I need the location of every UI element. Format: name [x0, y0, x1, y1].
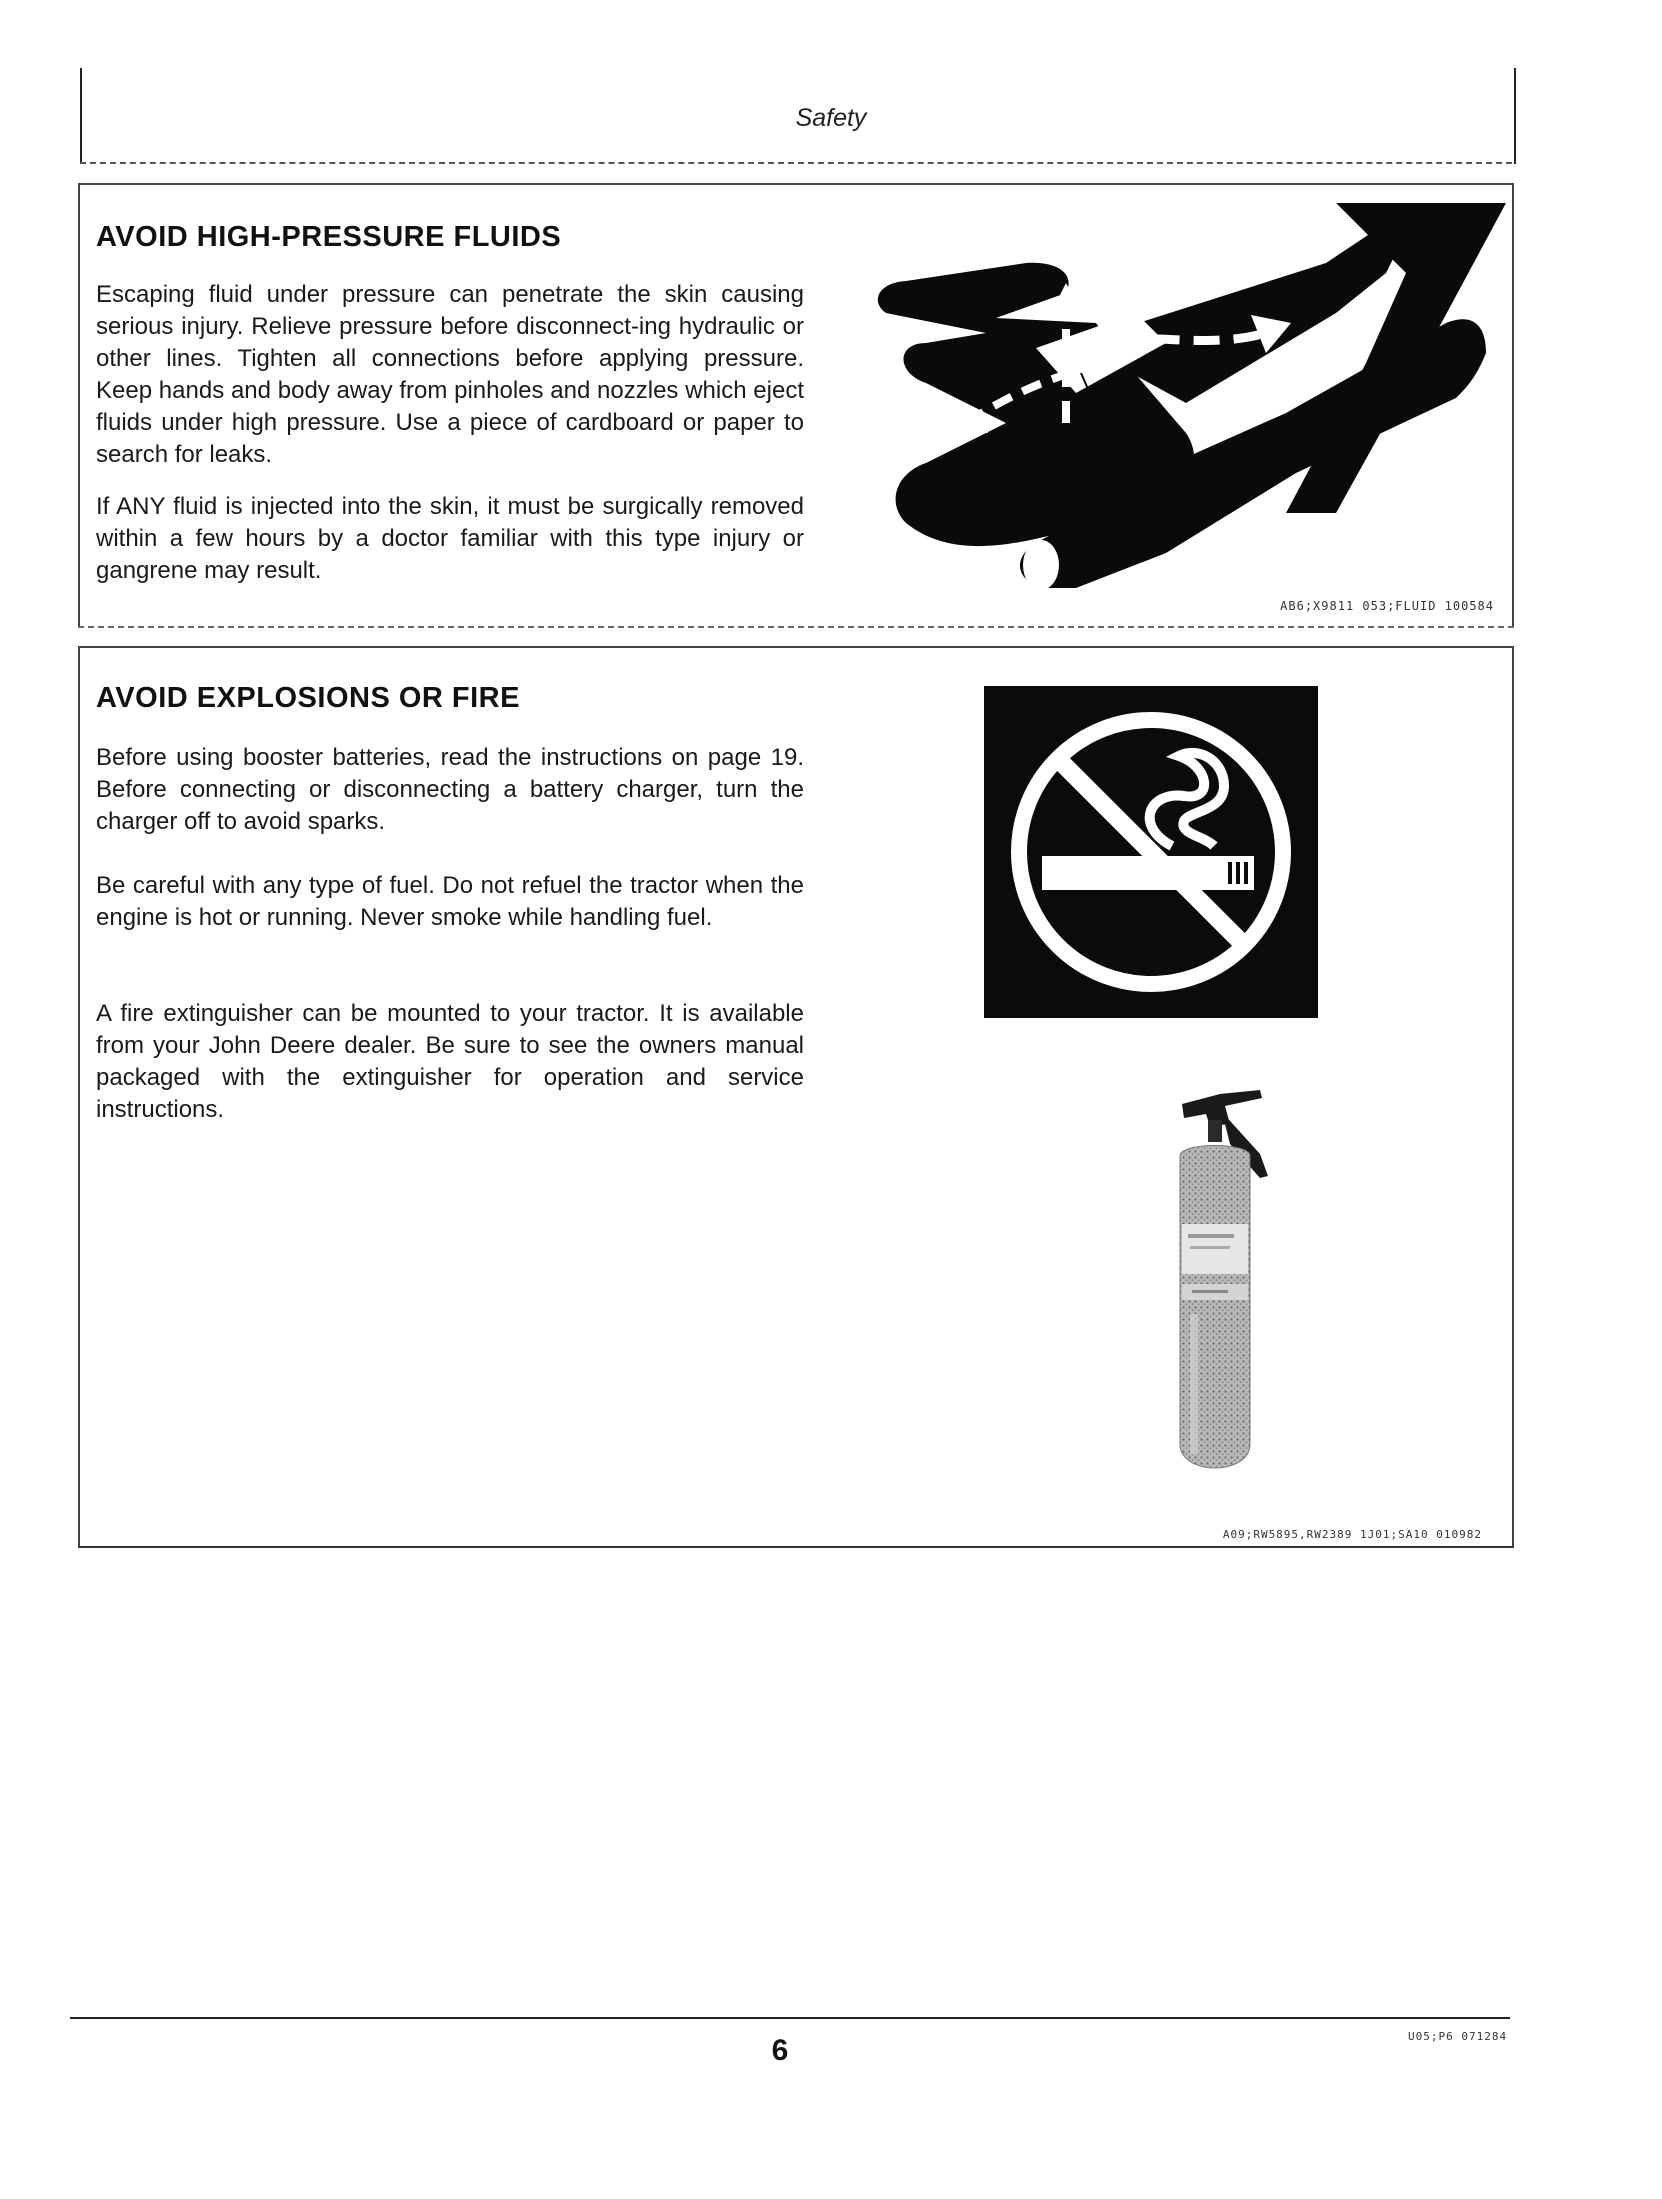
header-divider [80, 162, 1512, 164]
section-title: AVOID HIGH-PRESSURE FLUIDS [96, 221, 562, 253]
section-paragraph: A fire extinguisher can be mounted to your tractor. It is available from your John Deere dealer. Be sure to see the owners manual packaged with the extinguisher for operation and service instructions. [96, 1000, 804, 1123]
figure-code: A09;RW5895,RW2389 1J01;SA10 010982 [1222, 1528, 1482, 1541]
figure-code: AB6;X9811 053;FLUID 100584 [1280, 599, 1494, 613]
hand-fluid-injection-icon [866, 203, 1536, 593]
section-paragraph: Escaping fluid under pressure can penetrate the skin causing serious injury. Relieve pressure before disconnect-ing hydraulic or other lines. Tighten all connections before applying pressure. Keep hands and body away from pinholes and nozzles which eject fluids under high pressure. Use a piece of cardboard or paper to search for leaks. [96, 281, 804, 468]
section-explosions-fire [78, 646, 1514, 1548]
page-code: U05;P6 071284 [1408, 2030, 1508, 2043]
no-smoking-icon [984, 686, 1318, 1018]
footer-rule [70, 2017, 1510, 2019]
section-high-pressure-fluids [78, 183, 1514, 628]
section-title: AVOID EXPLOSIONS OR FIRE [96, 682, 520, 714]
section-paragraph: If ANY fluid is injected into the skin, it must be surgically removed within a few hours by a doctor familiar with this type injury or gangrene may result. [96, 493, 804, 584]
section-divider [78, 1546, 1514, 1548]
page-number: 6 [771, 2034, 789, 2067]
section-paragraph: Be careful with any type of fuel. Do not refuel the tractor when the engine is hot or running. Never smoke while handling fuel. [96, 872, 804, 931]
section-divider [78, 626, 1514, 628]
page-header-title: Safety [795, 104, 867, 132]
section-paragraph: Before using booster batteries, read the instructions on page 19. Before connecting or disconnecting a battery charger, turn the charger off to avoid sparks. [96, 744, 804, 835]
fire-extinguisher-icon [1110, 1084, 1310, 1484]
